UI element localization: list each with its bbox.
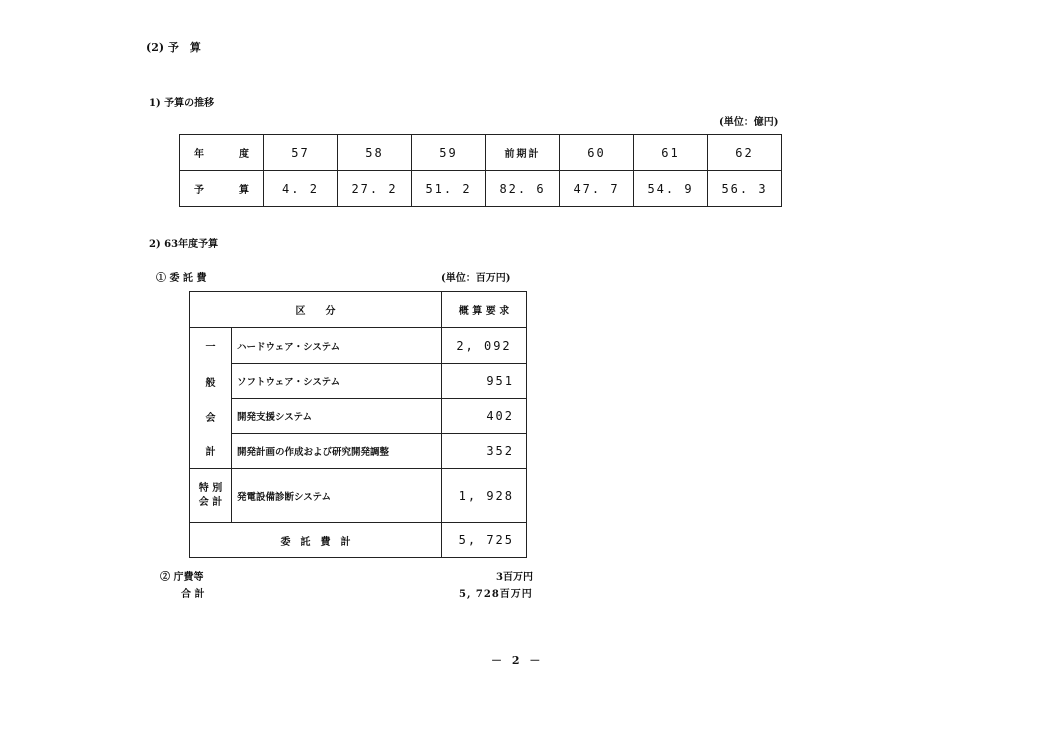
total-label: 委 託 費 計 [190,523,442,558]
total-value: 5, 725 [442,523,527,558]
general-account-char: 計 [190,434,232,469]
general-account-char: 般 [190,364,232,399]
row-item-value: 352 [442,434,527,469]
section-heading: (2) 予 算 [146,41,201,54]
grand-total-value: 5, 728百万円 [459,589,533,600]
table1-value-59: 51. 2 [412,171,486,207]
table1-year-header: 年 度 [180,135,264,171]
table1-value-61: 54. 9 [634,171,708,207]
table1-col-59: 59 [412,135,486,171]
row-item-value: 402 [442,399,527,434]
special-item-value: 1, 928 [442,469,527,523]
table1-value-58: 27. 2 [338,171,412,207]
subsection2-heading: 2) 63年度予算 [149,239,219,250]
table1-budget-header: 予 算 [180,171,264,207]
row-item-value: 951 [442,364,527,399]
table-row [190,399,527,434]
table-row [190,434,527,469]
fy63-budget-table [189,291,527,558]
special-item-label: 発電設備診断システム [232,469,442,523]
budget-trend-table [179,134,782,207]
table-row [190,328,527,364]
row-item-label: ソフトウェア・システム [232,364,442,399]
table1-unit-label: (単位：億円) [719,117,779,128]
table1-col-57: 57 [264,135,338,171]
item2-label: ② 庁費等 [160,572,204,583]
table1-col-60: 60 [560,135,634,171]
table1-col-61: 61 [634,135,708,171]
table1-col-62: 62 [708,135,782,171]
table1-header-row [180,135,782,171]
item2-value: 3百万円 [496,572,533,583]
general-account-char: 一 [190,328,232,364]
row-item-label: 開発計画の作成および研究開発調整 [232,434,442,469]
page-number: － 2 － [491,654,544,667]
table1-value-57: 4. 2 [264,171,338,207]
row-item-label: ハードウェア・システム [232,328,442,364]
table2-category-header: 区 分 [190,292,442,328]
table1-value-62: 56. 3 [708,171,782,207]
grand-total-label: 合 計 [181,589,205,600]
table-row [190,364,527,399]
table-row-total [190,523,527,558]
item1-label: ① 委 託 費 [156,273,207,284]
table1-value-prev-total: 82. 6 [486,171,560,207]
table2-unit-label: (単位：百万円) [441,273,511,284]
row-item-label: 開発支援システム [232,399,442,434]
general-account-char: 会 [190,399,232,434]
table1-col-prev-total: 前期計 [486,135,560,171]
table1-budget-row [180,171,782,207]
table-row-special [190,469,527,523]
table1-col-58: 58 [338,135,412,171]
table1-value-60: 47. 7 [560,171,634,207]
row-item-value: 2, 092 [442,328,527,364]
table2-request-header: 概 算 要 求 [442,292,527,328]
subsection1-heading: 1) 予算の推移 [149,98,215,109]
table2-header-row [190,292,527,328]
special-account-label: 特 別 会 計 [190,469,232,523]
